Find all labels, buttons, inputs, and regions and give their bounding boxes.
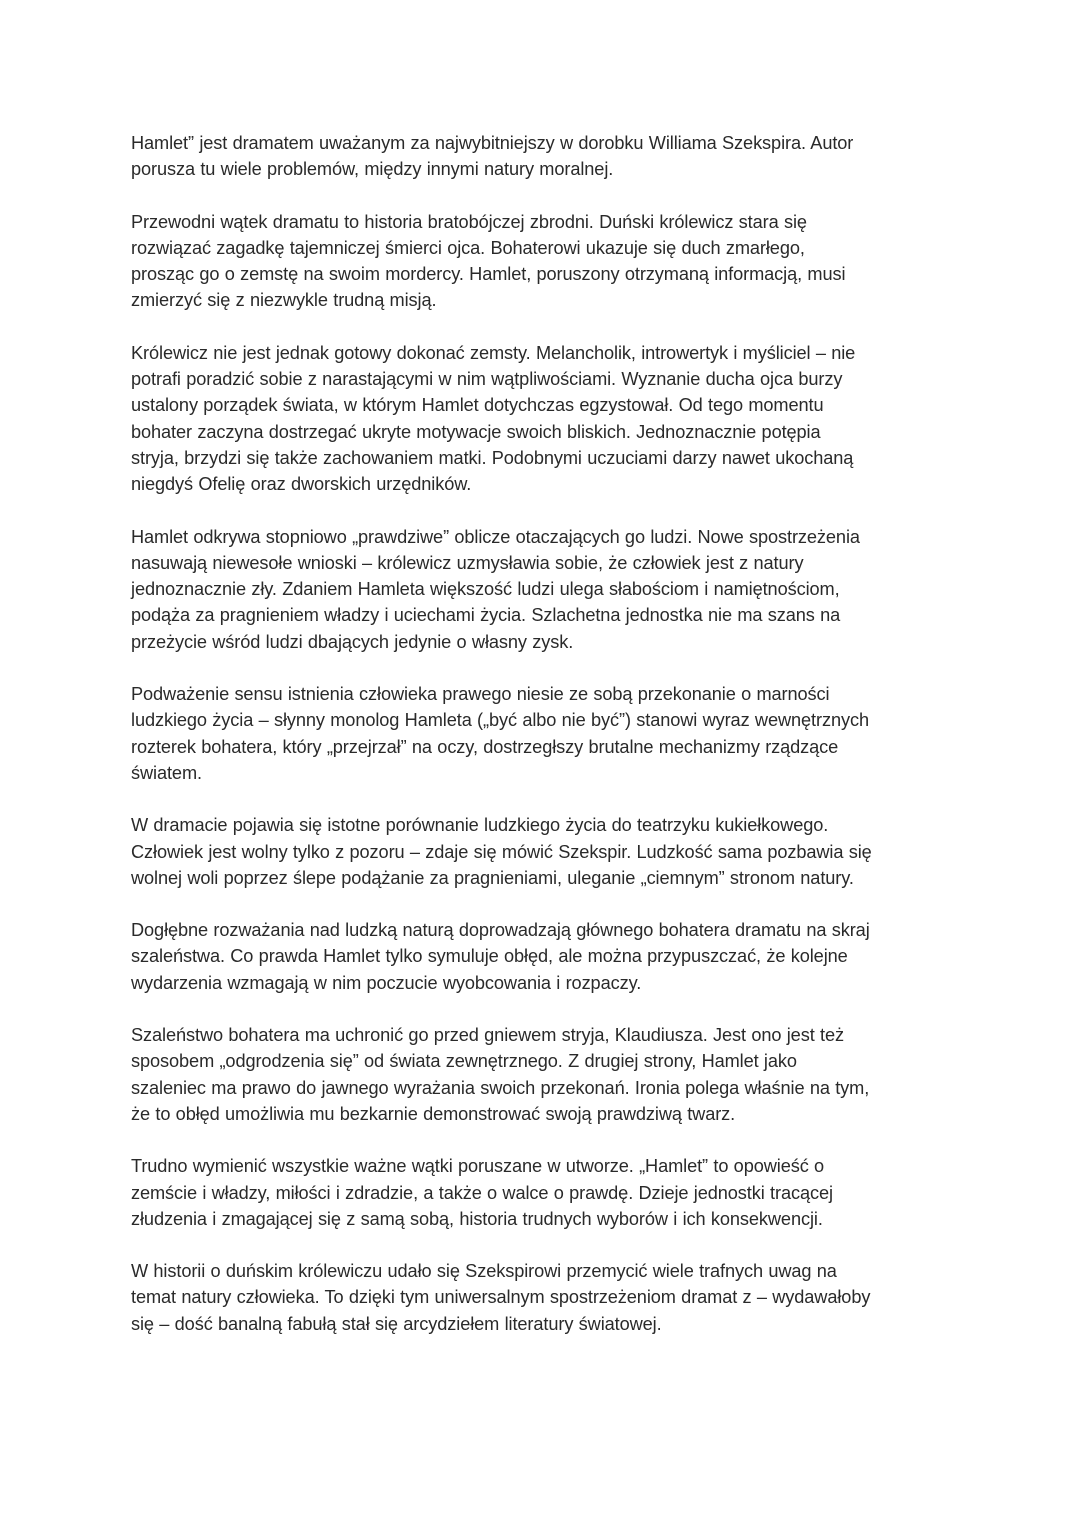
text-line: potrafi poradzić sobie z narastającymi w nim wątpliwościami. Wyznanie ducha ojca burzy [131,369,843,390]
text-line: Hamlet odkrywa stopniowo „prawdziwe” oblicze otaczających go ludzi. Nowe spostrzeżenia [131,526,860,547]
text-line: temat natury człowieka. To dzięki tym uniwersalnym spostrzeżeniom dramat z – wydawałoby [131,1287,871,1308]
text-line: wolnej woli poprzez ślepe podążanie za pragnieniami, uleganie „ciemnym” stronom natury. [131,867,854,888]
text-line: szaleniec ma prawo do jawnego wyrażania swoich przekonań. Ironia polega właśnie na tym, [131,1077,870,1098]
text-line: rozwiązać zagadkę tajemniczej śmierci ojca. Bohaterowi ukazuje się duch zmarłego, [131,237,805,258]
text-line: zmierzyć się z niezwykle trudną misją. [131,290,437,311]
paragraph [131,1258,961,1337]
text-line: ustalony porządek świata, w którym Hamlet dotychczas egzystował. Od tego momentu [131,395,824,416]
text-line: Hamlet” jest dramatem uważanym za najwybitniejszy w dorobku Williama Szekspira. Autor [131,133,854,153]
text-line: światem. [131,762,202,783]
text-line: nasuwają niewesołe wnioski – królewicz uzmysławia sobie, że człowiek jest z natury [131,552,804,573]
text-line: podąża za pragnieniem władzy i uciechami życia. Szlachetna jednostka nie ma szans na [131,605,841,626]
text-line: niegdyś Ofelię oraz dworskich urzędników. [131,474,472,495]
text-line: W historii o duńskim królewiczu udało się Szekspirowi przemycić wiele trafnych uwag na [131,1261,837,1282]
paragraph [131,1153,961,1232]
text-line: Podważenie sensu istnienia człowieka prawego niesie ze sobą przekonanie o marności [131,684,830,705]
text-line: Człowiek jest wolny tylko z pozoru – zdaje się mówić Szekspir. Ludzkość sama pozbawia się [131,841,872,862]
text-line: W dramacie pojawia się istotne porównanie ludzkiego życia do teatrzyku kukiełkowego. [131,815,829,836]
text-line: szaleństwa. Co prawda Hamlet tylko symuluje obłęd, ale można przypuszczać, że kolejne [131,946,848,967]
text-line: Szaleństwo bohatera ma uchronić go przed gniewem stryja, Klaudiusza. Jest ono jest też [131,1025,844,1046]
text-line: Przewodni wątek dramatu to historia bratobójczej zbrodni. Duński królewicz stara się [131,211,807,232]
text-line: przeżycie wśród ludzi dbających jedynie o własny zysk. [131,631,574,652]
text-line: że to obłęd umożliwia mu bezkarnie demonstrować swoją prawdziwą twarz. [131,1103,736,1124]
paragraph [131,812,961,891]
text-line: porusza tu wiele problemów, między innymi natury moralnej. [131,159,614,180]
text-line: ludzkiego życia – słynny monolog Hamleta („być albo nie być”) stanowi wyraz wewnętrznych [131,710,869,731]
text-line: prosząc go o zemstę na swoim mordercy. Hamlet, poruszony otrzymaną informacją, musi [131,264,846,285]
text-line: Trudno wymienić wszystkie ważne wątki poruszane w utworze. „Hamlet” to opowieść o [131,1156,825,1177]
text-line: Dogłębne rozważania nad ludzką naturą doprowadzają głównego bohatera dramatu na skraj [131,920,870,941]
text-line: zemście i władzy, miłości i zdradzie, a także o walce o prawdę. Dzieje jednostki tracącej [131,1182,833,1203]
text-line: stryja, brzydzi się także zachowaniem matki. Podobnymi uczuciami darzy nawet ukochaną [131,447,854,468]
paragraph [131,681,961,786]
document-body [131,130,961,1363]
text-line: złudzenia i zmagającej się z samą sobą, historia trudnych wyborów i ich konsekwencji. [131,1208,823,1229]
text-line: się – dość banalną fabułą stał się arcydziełem literatury światowej. [131,1313,662,1334]
text-line: jednoznacznie zły. Zdaniem Hamleta większość ludzi ulega słabościom i namiętnościom, [131,579,840,600]
paragraph [131,130,961,183]
paragraph [131,340,961,498]
text-line: wydarzenia wzmagają w nim poczucie wyobcowania i rozpaczy. [131,972,642,993]
text-line: sposobem „odgrodzenia się” od świata zewnętrznego. Z drugiej strony, Hamlet jako [131,1051,797,1072]
text-line: rozterek bohatera, który „przejrzał” na oczy, dostrzegłszy brutalne mechanizmy rządzące [131,736,839,757]
text-line: Królewicz nie jest jednak gotowy dokonać zemsty. Melancholik, introwertyk i myśliciel – nie [131,342,856,363]
paragraph [131,209,961,314]
paragraph [131,524,961,655]
text-line: bohater zaczyna dostrzegać ukryte motywacje swoich bliskich. Jednoznacznie potępia [131,421,821,442]
paragraph [131,917,961,996]
paragraph [131,1022,961,1127]
